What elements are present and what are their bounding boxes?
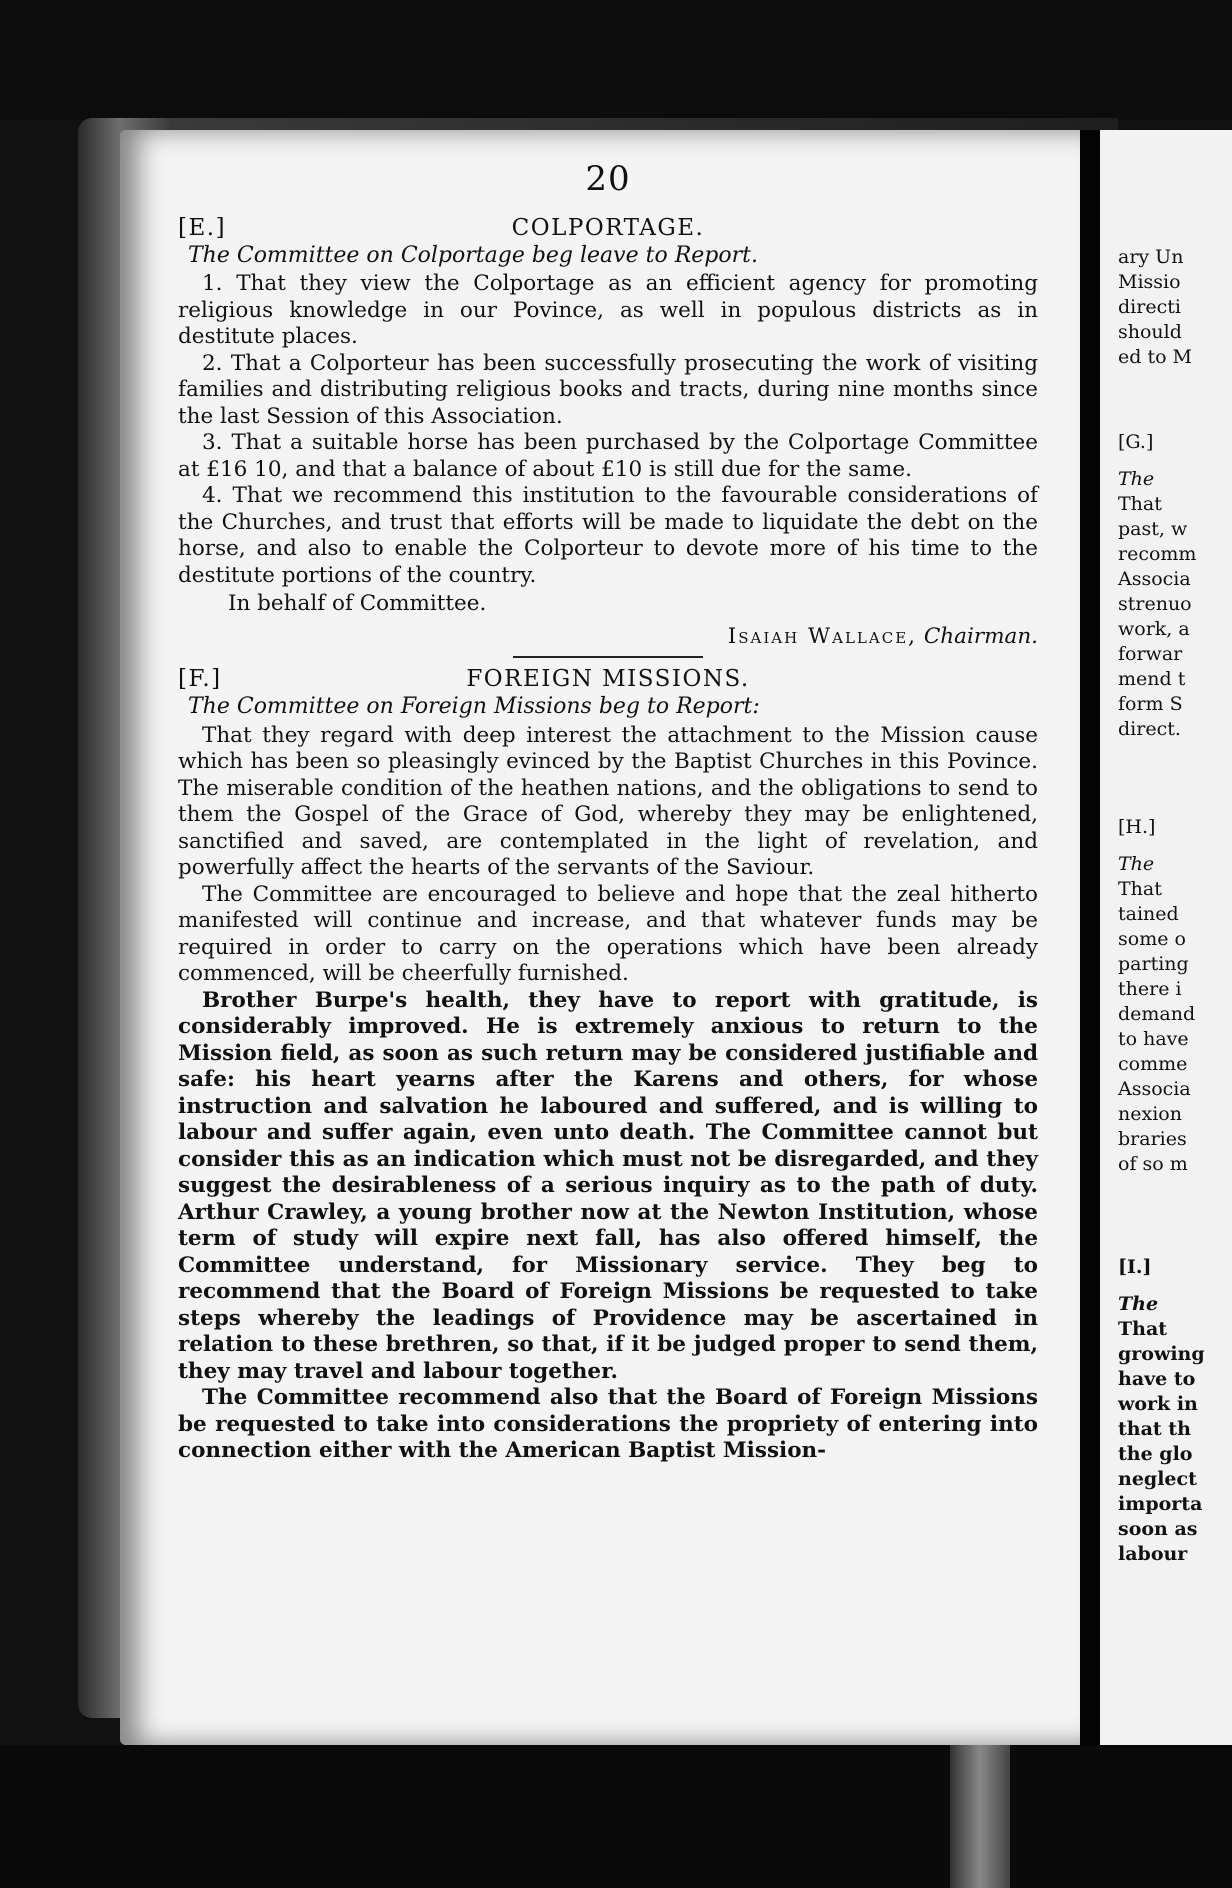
fragment-line: growing (1118, 1343, 1205, 1365)
fragment-line: to have (1118, 1028, 1189, 1050)
fragment-line: of so m (1118, 1153, 1188, 1175)
section-e-title: COLPORTAGE. (511, 214, 705, 241)
fragment-line: That (1118, 878, 1162, 900)
fragment-line: Associa (1118, 1078, 1191, 1100)
fragment-line: should (1118, 321, 1182, 343)
section-e-signature (178, 624, 1038, 651)
fragment-line: comme (1118, 1053, 1188, 1075)
page-number: 20 (585, 159, 631, 199)
fragment-line: labour (1118, 1543, 1188, 1565)
section-e-paragraph: 2. That a Colporteur has been successfully prosecuting the work of visiting families and distributing religious books and tracts, during nine months since the last Session of this Association. (178, 350, 1038, 429)
right-page-fragment-g (1118, 430, 1228, 742)
section-e-heading (178, 215, 1038, 243)
fragment-line: soon as (1118, 1518, 1198, 1540)
fragment-line: recomm (1118, 543, 1197, 565)
section-f-label: [F.] (178, 666, 222, 692)
fragment-line: importa (1118, 1493, 1203, 1515)
fragment-line: The (1118, 853, 1155, 875)
fragment-label: [H.] (1118, 816, 1156, 838)
fragment-line: strenuo (1118, 593, 1192, 615)
signatory-name: Isaiah Wallace, (727, 623, 917, 649)
section-f-title: FOREIGN MISSIONS. (466, 666, 750, 692)
fragment-line: nexion (1118, 1103, 1182, 1125)
fragment-line: work in (1118, 1393, 1198, 1415)
fragment-line: ed to M (1118, 346, 1193, 368)
fragment-line: demand (1118, 1003, 1196, 1025)
book-gutter (1080, 130, 1100, 1745)
fragment-line: directi (1118, 296, 1181, 318)
fragment-line: Associa (1118, 568, 1191, 590)
fragment-line: neglect (1118, 1468, 1197, 1490)
fragment-line: parting (1118, 953, 1189, 975)
fragment-line: some o (1118, 928, 1186, 950)
section-f-paragraph: Brother Burpe's health, they have to report with gratitude, is considerably improved. He is extremely anxious to return to the Mission field, as soon as such return may be considered justifiable and safe: his heart yearns after the Karens and others, for whose instruction and salvation he laboured and suffered, and is willing to labour and suffer again, even unto death. The Committee cannot but consider this as an indication which must not be disregarded, and they suggest the desirableness of a serious inquiry as to the path of duty. Arthur Crawley, a young brother now at the Newton Institution, whose term of study will expire next fall, has also offered himself, the Committee understand, for Missionary service. They beg to recommend that the Board of Foreign Missions be requested to take steps whereby the leadings of Providence may be ascertained in relation to these brethren, so that, if it be judged proper to send them, they may travel and labour together. (178, 987, 1038, 1384)
fragment-line: the glo (1118, 1443, 1193, 1465)
dark-background-bottom (0, 1745, 1232, 1888)
fragment-line: have to (1118, 1368, 1196, 1390)
fragment-line: That (1118, 1318, 1168, 1340)
fragment-line: Missio (1118, 271, 1181, 293)
section-e-paragraph: 4. That we recommend this institution to the favourable considerations of the Churches, and trust that efforts will be made to liquidate the debt on the horse, and also to enable the Colporteur to devote more of his time to the destitute portions of the country. (178, 483, 1038, 588)
section-e-paragraph: 3. That a suitable horse has been purchased by the Colportage Committee at £16 10, and that a balance of about £10 is still due for the same. (178, 430, 1038, 482)
section-f-paragraph: The Committee recommend also that the Board of Foreign Missions be requested to take into considerations the propriety of entering into connection either with the American Baptist Mission- (178, 1385, 1038, 1463)
fragment-label: [I.] (1118, 1256, 1152, 1278)
fragment-line: there i (1118, 978, 1182, 1000)
section-f-paragraph: The Committee are encouraged to believe and hope that the zeal hitherto manifested will continue and increase, and that whatever funds may be required in order to carry on the operations which have been already commenced, will be cheerfully furnished. (178, 881, 1038, 986)
fragment-line: forwar (1118, 643, 1183, 665)
fragment-line: direct. (1118, 718, 1181, 740)
section-f-paragraph: That they regard with deep interest the attachment to the Mission cause which has been so pleasingly evinced by the Baptist Churches in this Povince. The miserable condition of the heathen nations, and the obligations to send to them the Gospel of the Grace of God, whereby they may be enlightened, sanctified and saved, are contemplated in the light of revelation, and powerfully affect the hearts of the servants of the Saviour. (178, 722, 1038, 880)
fragment-line: that th (1118, 1418, 1191, 1440)
section-e-label: [E.] (178, 214, 227, 241)
section-e-behalf: In behalf of Committee. (228, 591, 487, 616)
section-f-heading (178, 666, 1038, 694)
fragment-line: mend t (1118, 668, 1186, 690)
section-e-paragraph: 1. That they view the Colportage as an efficient agency for promoting religious knowledge in our Povince, as well in populous districts as in destitute places. (178, 271, 1038, 349)
fragment-line: form S (1118, 693, 1183, 715)
section-divider (513, 656, 703, 658)
signatory-title: Chairman. (923, 623, 1038, 649)
fragment-line: That (1118, 493, 1162, 515)
fragment-line: past, w (1118, 518, 1188, 540)
right-page-fragment-i (1118, 1255, 1228, 1567)
section-f-intro: The Committee on Foreign Missions beg to Report: (188, 694, 760, 719)
fragment-line: tained (1118, 903, 1179, 925)
right-page-fragment-top (1118, 245, 1228, 370)
right-page-fragment-h (1118, 815, 1228, 1177)
section-e-intro: The Committee on Colportage beg leave to Report. (188, 242, 758, 268)
fragment-line: braries (1118, 1128, 1187, 1150)
fragment-label: [G.] (1118, 431, 1154, 453)
page-edge-stripe (950, 1745, 1010, 1888)
fragment-line: ary Un (1118, 246, 1184, 268)
left-page-content (178, 150, 1038, 1465)
fragment-line: work, a (1118, 618, 1190, 640)
dark-background-top (0, 0, 1232, 120)
fragment-line: The (1118, 468, 1155, 490)
fragment-line: The (1118, 1293, 1159, 1315)
